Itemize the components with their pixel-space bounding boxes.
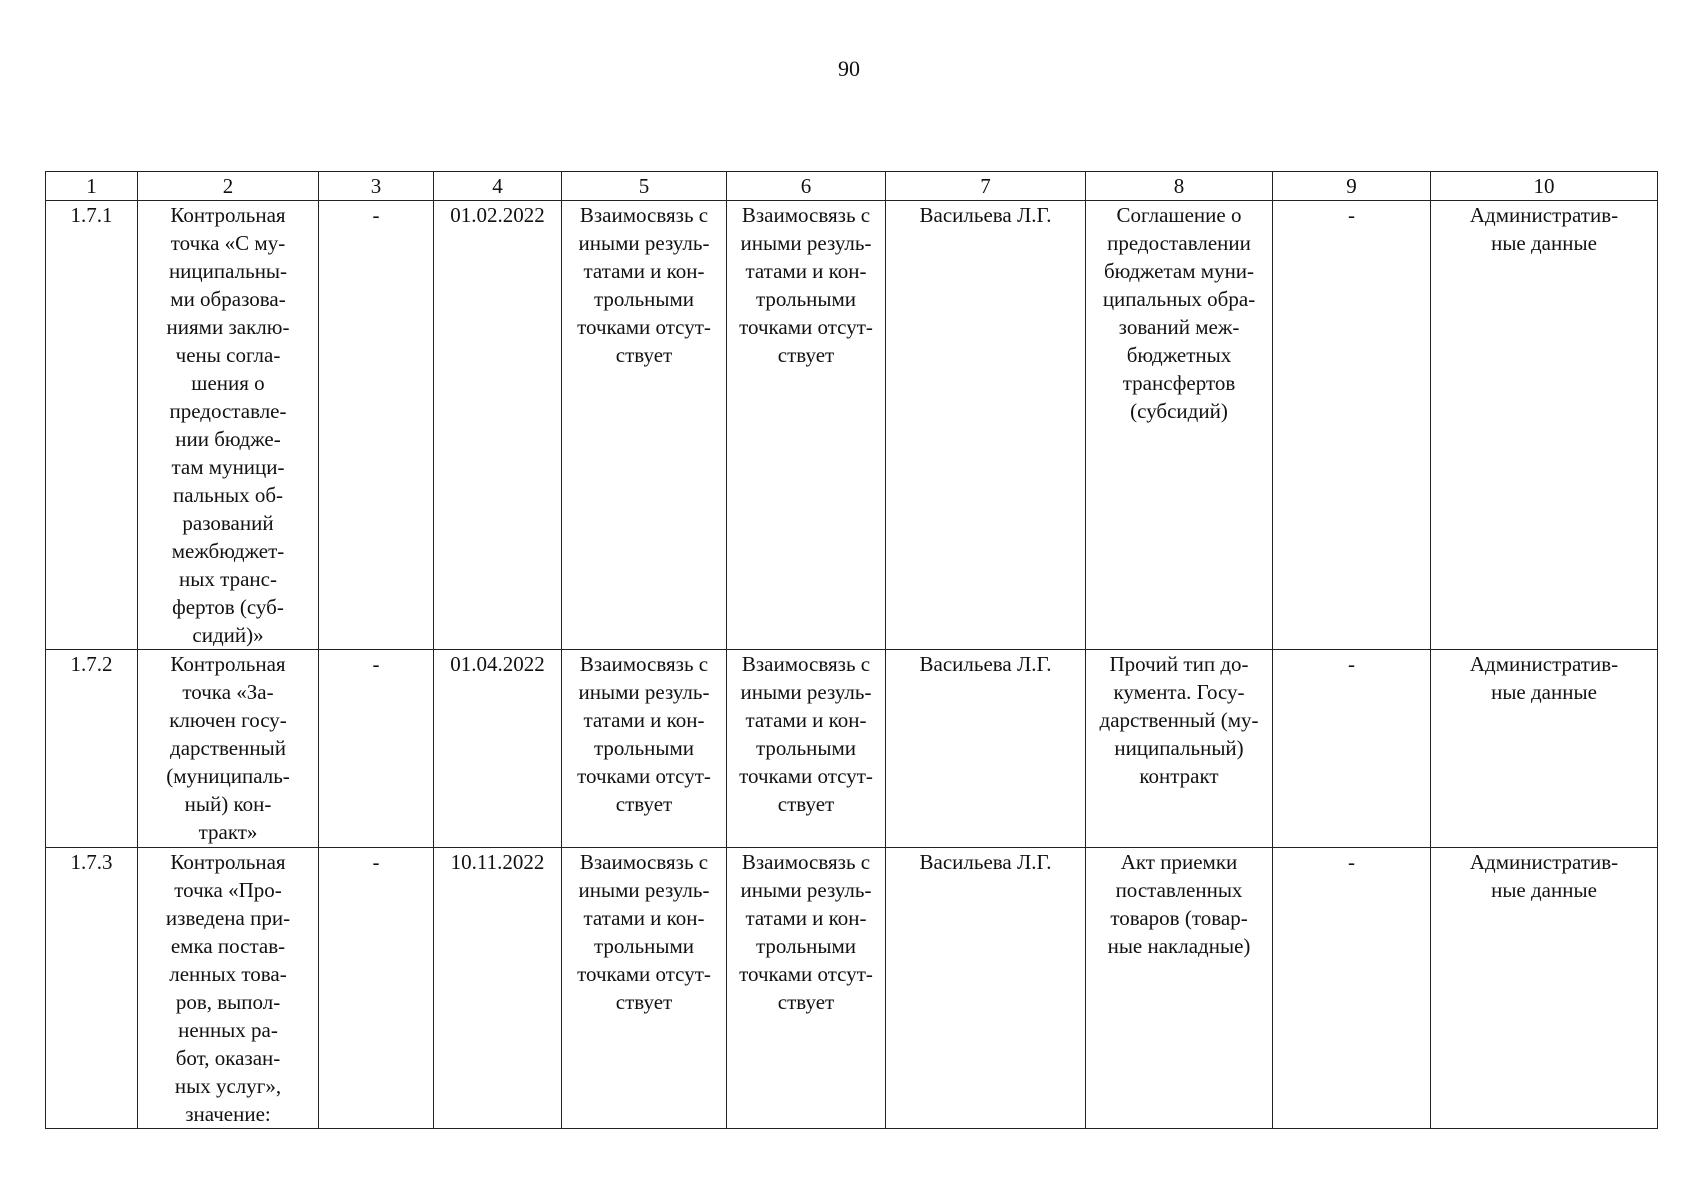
due-date: 01.02.2022 xyxy=(434,201,562,650)
column-header: 6 xyxy=(727,172,886,201)
column-header: 8 xyxy=(1086,172,1273,201)
column-5-value: Взаимосвязь с иными резуль- татами и кон- трольными точками отсут- ствует xyxy=(562,848,727,1129)
data-source: Административ- ные данные xyxy=(1431,848,1658,1129)
control-point-name: Контрольная точка «С му- ниципальны- ми образова- ниями заклю- чены согла- шения о предоставле- нии бюдже- там муници- пальных об- разований межбюджет- ных транс- фертов (суб- сидий)» xyxy=(138,201,319,650)
column-header: 3 xyxy=(319,172,434,201)
column-header: 1 xyxy=(46,172,138,201)
column-header: 2 xyxy=(138,172,319,201)
item-number: 1.7.2 xyxy=(46,650,138,848)
column-9-value: - xyxy=(1273,650,1431,848)
data-source: Административ- ные данные xyxy=(1431,650,1658,848)
due-date: 10.11.2022 xyxy=(434,848,562,1129)
responsible-person: Васильева Л.Г. xyxy=(886,650,1086,848)
table-row xyxy=(46,201,1658,650)
data-source: Административ- ные данные xyxy=(1431,201,1658,650)
column-3-value: - xyxy=(319,650,434,848)
header-row xyxy=(46,172,1658,201)
table-row xyxy=(46,650,1658,848)
column-3-value: - xyxy=(319,848,434,1129)
column-6-value: Взаимосвязь с иными резуль- татами и кон- трольными точками отсут- ствует xyxy=(727,848,886,1129)
table-row xyxy=(46,848,1658,1129)
responsible-person: Васильева Л.Г. xyxy=(886,201,1086,650)
document-type: Соглашение о предоставлении бюджетам муни- ципальных обра- зований меж- бюджетных трансфертов (субсидий) xyxy=(1086,201,1273,650)
column-5-value: Взаимосвязь с иными резуль- татами и кон- трольными точками отсут- ствует xyxy=(562,201,727,650)
column-5-value: Взаимосвязь с иными резуль- татами и кон- трольными точками отсут- ствует xyxy=(562,650,727,848)
item-number: 1.7.3 xyxy=(46,848,138,1129)
column-3-value: - xyxy=(319,201,434,650)
due-date: 01.04.2022 xyxy=(434,650,562,848)
column-header: 5 xyxy=(562,172,727,201)
column-header: 4 xyxy=(434,172,562,201)
column-6-value: Взаимосвязь с иными резуль- татами и кон- трольными точками отсут- ствует xyxy=(727,201,886,650)
page-number: 90 xyxy=(838,56,860,81)
column-9-value: - xyxy=(1273,848,1431,1129)
document-type: Прочий тип до- кумента. Госу- дарственный (му- ниципальный) контракт xyxy=(1086,650,1273,848)
control-point-name: Контрольная точка «За- ключен госу- дарственный (муниципаль- ный) кон- тракт» xyxy=(138,650,319,848)
document-type: Акт приемки поставленных товаров (товар- ные накладные) xyxy=(1086,848,1273,1129)
control-points-table xyxy=(45,171,1658,1129)
column-header: 9 xyxy=(1273,172,1431,201)
column-header: 7 xyxy=(886,172,1086,201)
responsible-person: Васильева Л.Г. xyxy=(886,848,1086,1129)
column-6-value: Взаимосвязь с иными резуль- татами и кон- трольными точками отсут- ствует xyxy=(727,650,886,848)
item-number: 1.7.1 xyxy=(46,201,138,650)
column-9-value: - xyxy=(1273,201,1431,650)
column-header: 10 xyxy=(1431,172,1658,201)
control-point-name: Контрольная точка «Про- изведена при- емка постав- ленных това- ров, выпол- ненных ра- бот, оказан- ных услуг», значение: xyxy=(138,848,319,1129)
